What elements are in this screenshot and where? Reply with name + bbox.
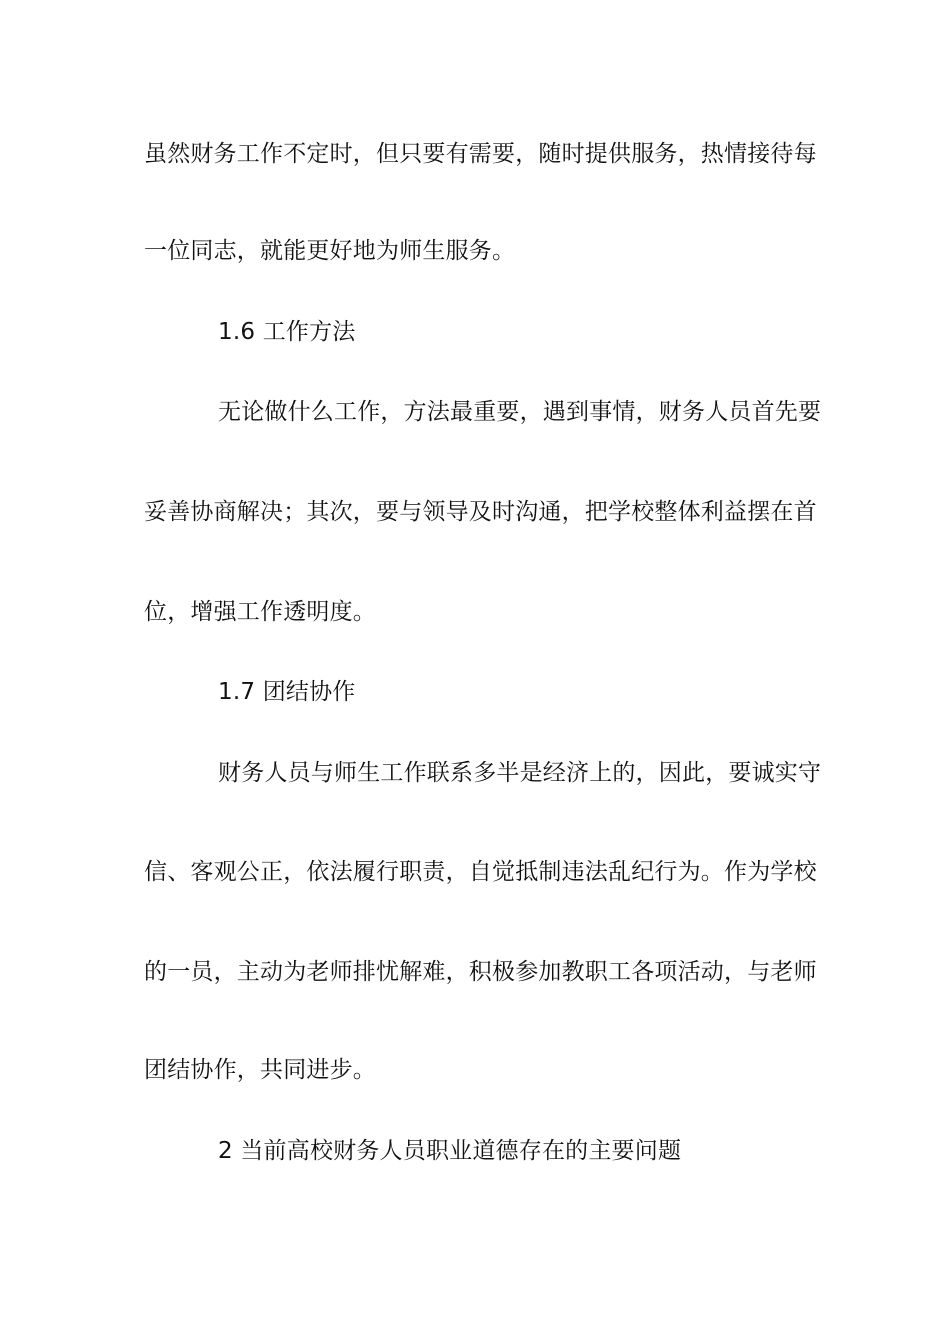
section-heading-2: 2 当前高校财务人员职业道德存在的主要问题 [218,1138,682,1164]
paragraph-line: 信、客观公正，依法履行职责，自觉抵制违法乱纪行为。作为学校 [144,859,817,885]
section-heading-1-7: 1.7 团结协作 [218,679,356,705]
paragraph-line: 一位同志，就能更好地为师生服务。 [144,238,516,264]
paragraph-line: 位，增强工作透明度。 [144,599,376,625]
paragraph-line: 虽然财务工作不定时，但只要有需要，随时提供服务，热情接待每 [144,141,817,167]
paragraph-line: 无论做什么工作，方法最重要，遇到事情，财务人员首先要 [218,399,822,425]
section-heading-1-6: 1.6 工作方法 [218,319,356,345]
paragraph-line: 妥善协商解决；其次，要与领导及时沟通，把学校整体利益摆在首 [144,499,817,525]
paragraph-line: 的一员，主动为老师排忧解难，积极参加教职工各项活动，与老师 [144,959,817,985]
paragraph-line: 团结协作，共同进步。 [144,1057,376,1083]
paragraph-line: 财务人员与师生工作联系多半是经济上的，因此，要诚实守 [218,760,822,786]
